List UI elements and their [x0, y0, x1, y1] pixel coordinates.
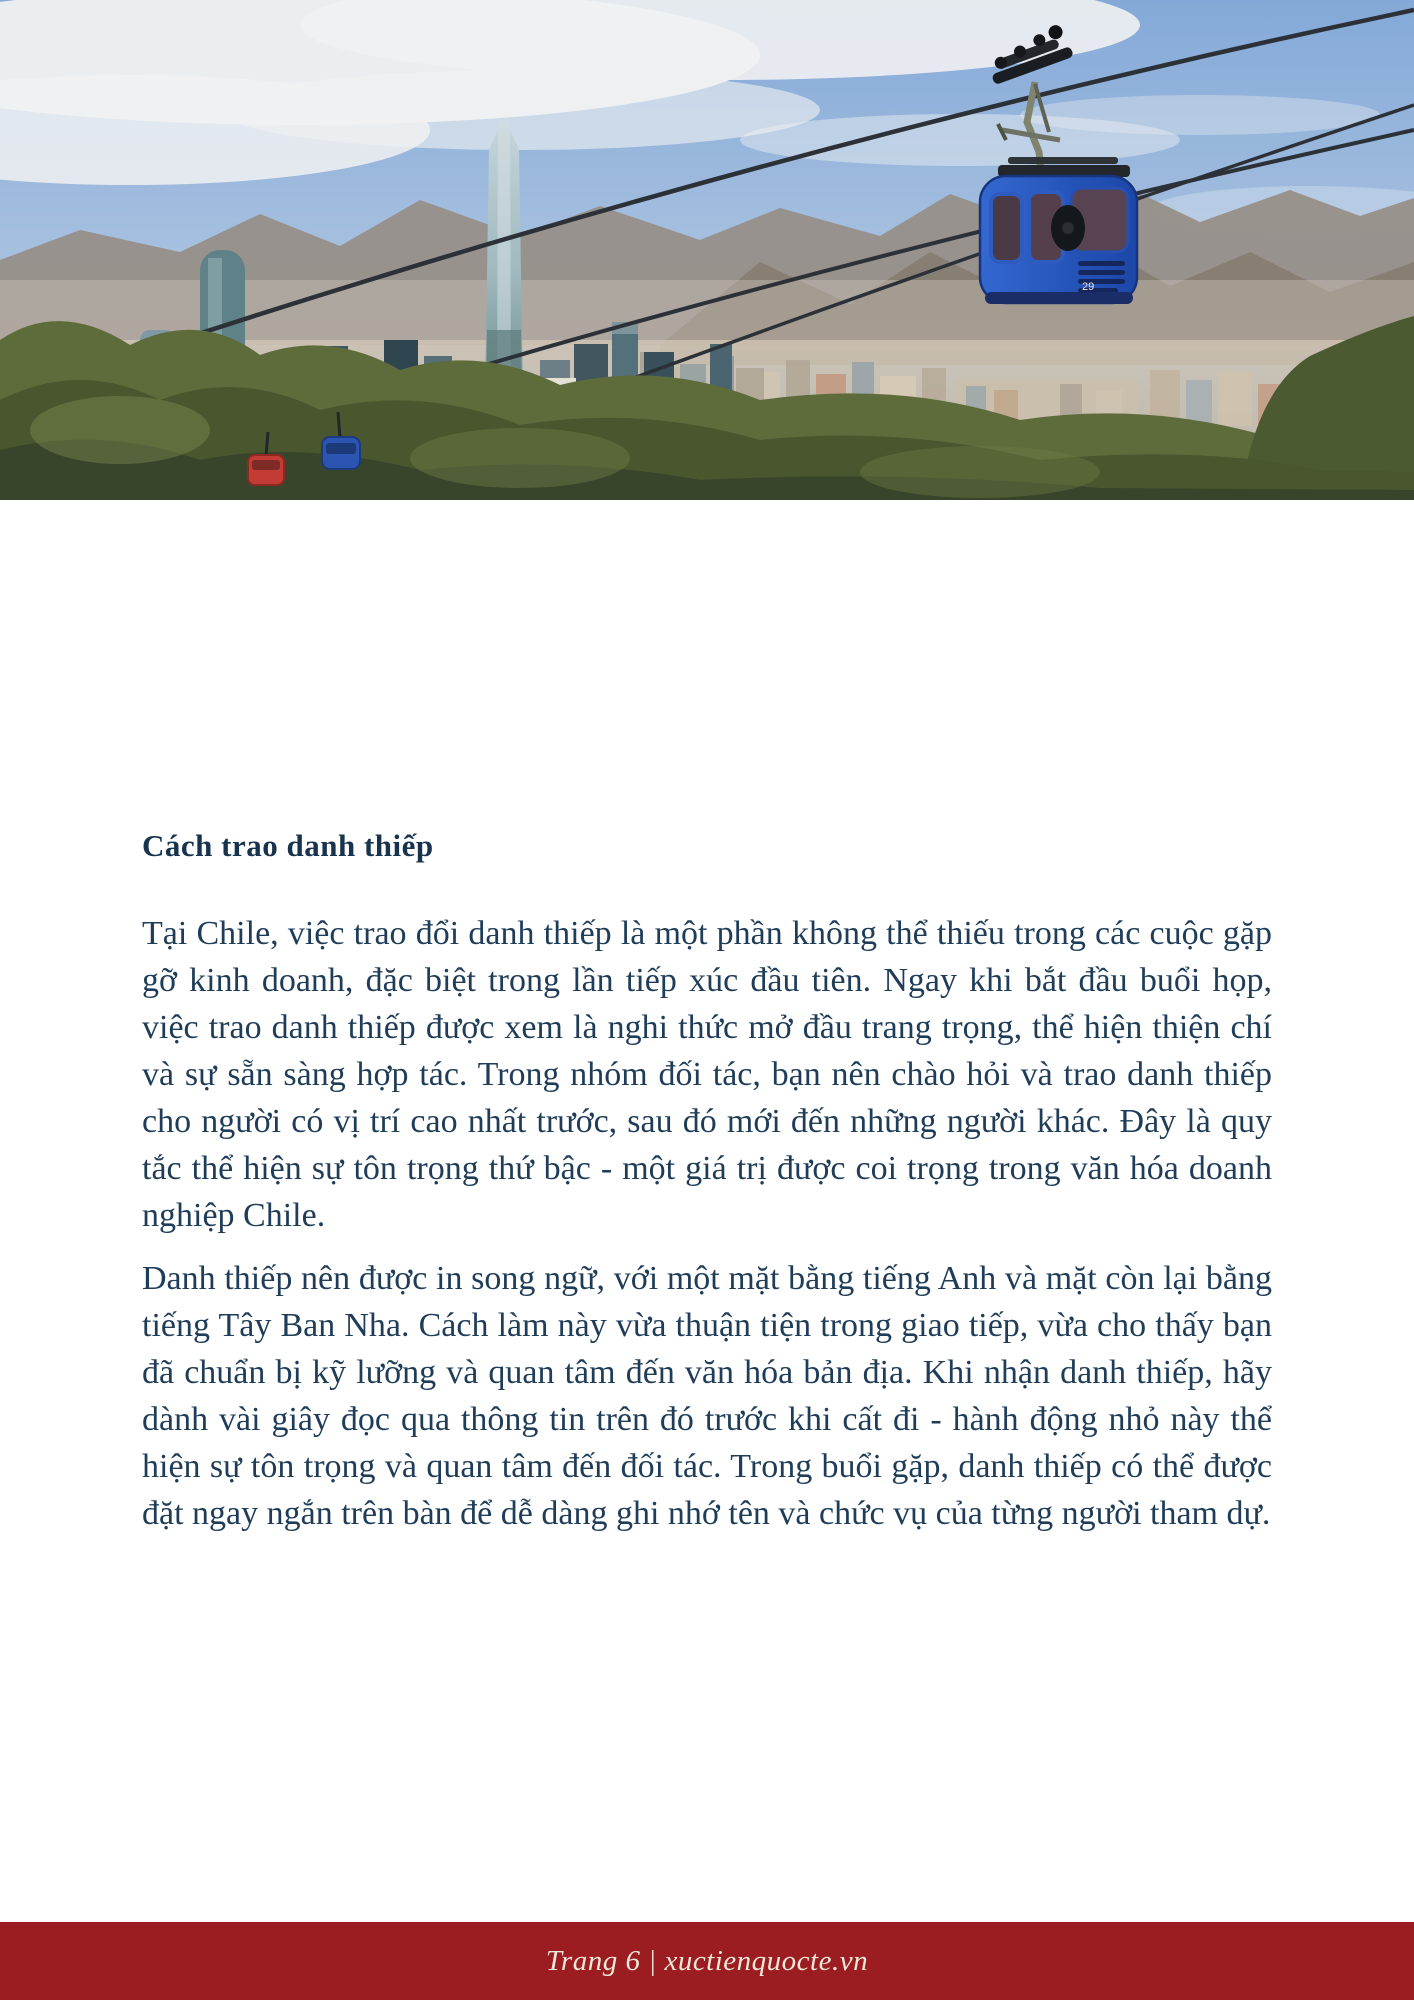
article-body [142, 826, 1272, 1537]
footer-page-info: Trang 6 | xuctienquocte.vn [545, 1944, 869, 1977]
article-heading: Cách trao danh thiếp [142, 828, 434, 863]
article-paragraph-1: Tại Chile, việc trao đổi danh thiếp là một phần không thể thiếu trong các cuộc gặp gỡ kinh doanh, đặc biệt trong lần tiếp xúc đầu tiên. Ngay khi bắt đầu buổi họp, việc trao danh thiếp được xem là nghi thức mở đầu trang trọng, thể hiện thiện chí và sự sẵn sàng hợp tác. Trong nhóm đối tác, bạn nên chào hỏi và trao danh thiếp cho người có vị trí cao nhất trước, sau đó mới đến những người khác. Đây là quy tắc thể hiện sự tôn trọng thứ bậc - một giá trị được coi trọng trong văn hóa doanh nghiệp Chile. [142, 915, 1272, 1234]
page-footer [0, 1922, 1414, 2000]
article-paragraph-2: Danh thiếp nên được in song ngữ, với một mặt bằng tiếng Anh và mặt còn lại bằng tiếng Tây Ban Nha. Cách làm này vừa thuận tiện trong giao tiếp, vừa cho thấy bạn đã chuẩn bị kỹ lưỡng và quan tâm đến văn hóa bản địa. Khi nhận danh thiếp, hãy dành vài giây đọc qua thông tin trên đó trước khi cất đi - hành động nhỏ này thể hiện sự tôn trọng và quan tâm đến đối tác. Trong buổi gặp, danh thiếp có thể được đặt ngay ngắn trên bàn để dễ dàng ghi nhớ tên và chức vụ của từng người tham dự. [142, 1260, 1272, 1532]
gondola-number-label: 29 [1082, 281, 1095, 293]
santiago-cable-car-photo [0, 0, 1414, 500]
